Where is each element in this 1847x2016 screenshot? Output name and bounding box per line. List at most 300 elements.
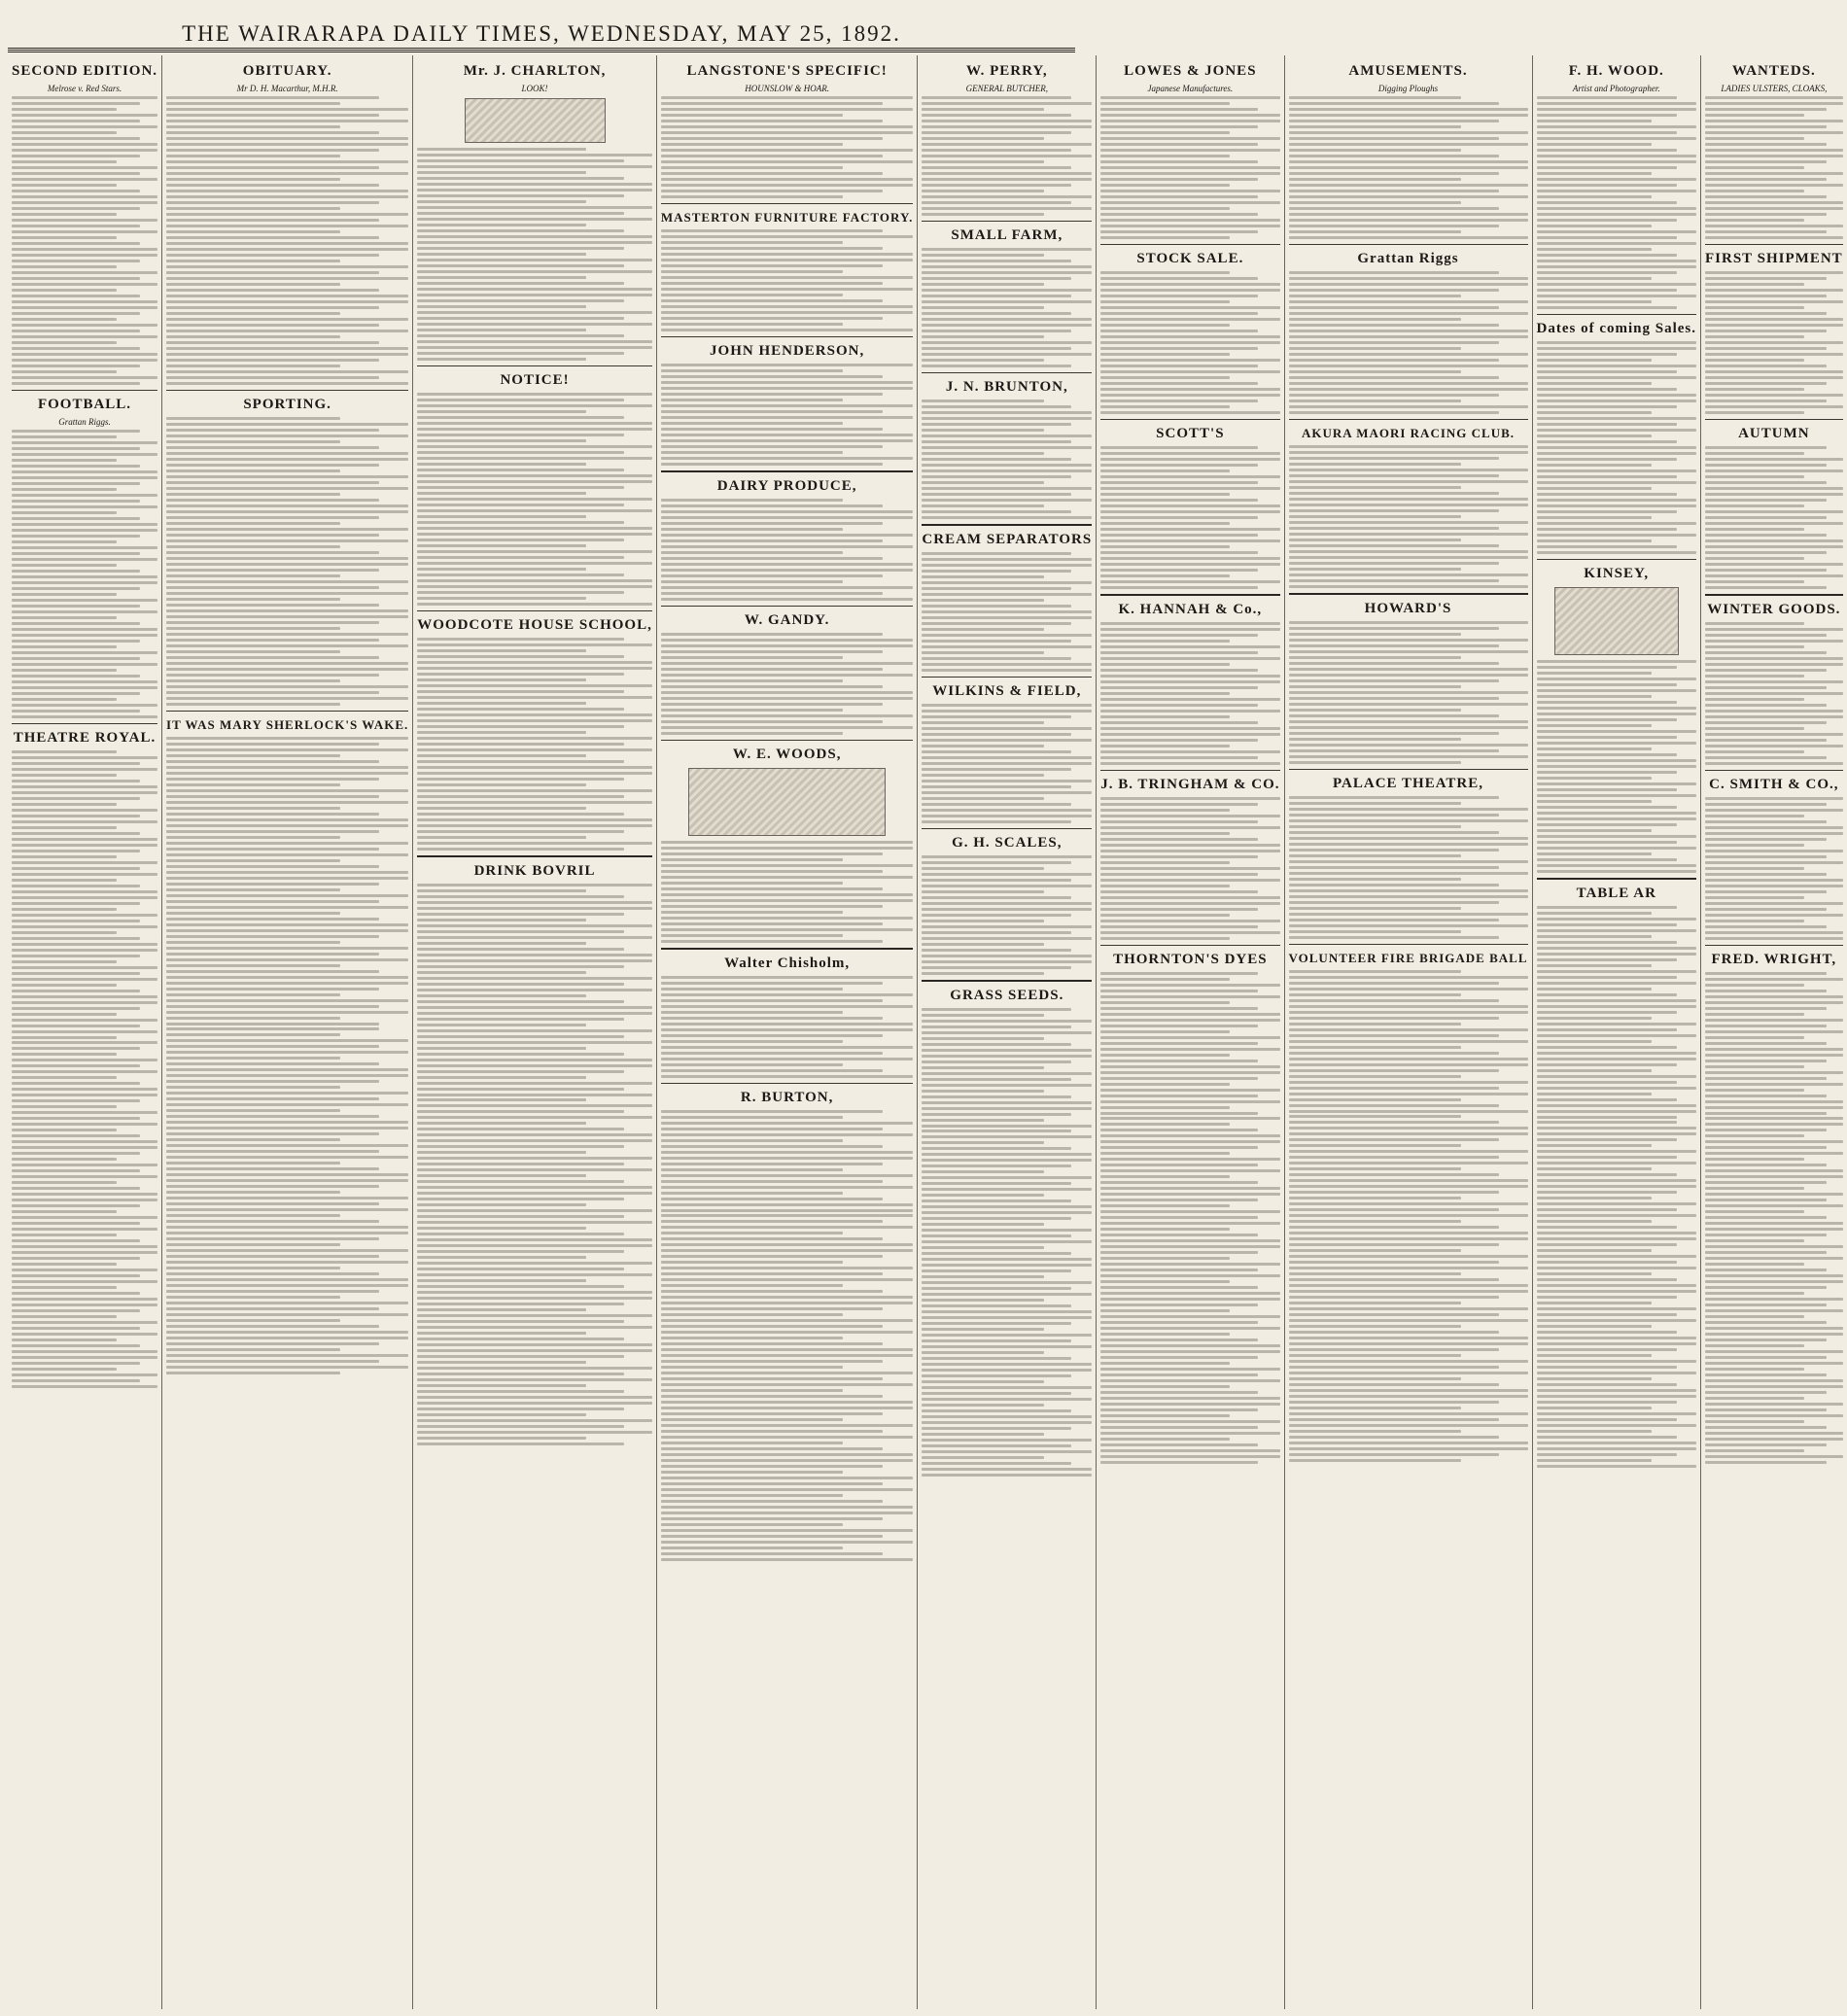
text-line [661,1494,843,1497]
column-8-headline-4: TABLE AR [1576,886,1656,901]
text-line [12,1111,157,1114]
text-line [12,430,140,433]
text-line [417,154,652,156]
text-line [1289,1179,1528,1182]
text-line [1705,1060,1827,1062]
text-line [12,353,157,356]
text-line [1289,1202,1528,1205]
text-line [922,820,1071,823]
text-line [166,1243,340,1246]
section-rule [661,203,914,204]
text-line [12,1123,157,1126]
text-line [417,924,652,927]
text-line [1289,445,1528,448]
text-line [1100,739,1258,742]
text-line [1705,1379,1843,1382]
text-line [661,364,914,366]
text-line [1537,835,1697,838]
text-line [661,882,843,885]
text-line [1705,283,1804,286]
text-line [661,1313,843,1316]
text-line [1537,1284,1697,1287]
text-line [166,1017,340,1020]
text-line [417,288,652,291]
text-line [1289,650,1528,653]
text-line [1537,788,1678,791]
text-line [417,399,624,401]
text-line [1705,1368,1804,1371]
body-text-lines [12,430,157,718]
text-line [1100,475,1279,478]
body-text-lines [417,638,652,851]
text-line [1537,1179,1697,1182]
section-rule [1705,770,1843,771]
text-line [1100,1321,1258,1324]
text-line [166,429,379,432]
text-line [661,1407,914,1409]
text-line [661,434,914,436]
text-line [661,114,843,117]
column-7-headline-5: PALACE THEATRE, [1332,776,1484,791]
text-line [12,172,140,175]
column-9-headline-5: C. SMITH & CO., [1709,777,1839,792]
text-line [922,949,1071,952]
text-line [1537,1058,1697,1060]
text-line [1705,359,1804,362]
text-line [1537,753,1678,756]
text-line [1537,534,1697,537]
text-line [166,737,408,740]
text-line [661,241,843,244]
text-line [417,989,652,991]
text-line [1100,1303,1258,1306]
body-text-lines [661,229,914,331]
text-line [1100,1438,1230,1441]
text-line [922,125,1092,128]
text-line [1537,260,1697,262]
text-line [1289,1226,1499,1229]
text-line [417,1437,586,1440]
text-line [1537,1127,1697,1130]
text-line [922,657,1071,660]
text-line [417,1262,652,1265]
text-line [922,1014,1044,1017]
body-text-lines [1100,271,1279,414]
text-line [1537,736,1678,739]
text-line [1705,1117,1843,1120]
column-3 [413,55,657,2009]
body-text-lines [1100,622,1279,765]
text-line [1289,143,1528,146]
text-line [166,516,379,519]
column-5-headline-7: GRASS SEEDS. [950,988,1064,1003]
text-line [1537,800,1652,803]
text-line [1705,1239,1804,1242]
text-line [1100,108,1258,111]
text-line [12,1158,117,1161]
text-line [1537,1167,1652,1170]
text-line [922,803,1071,806]
text-line [1100,330,1258,332]
text-line [417,1390,624,1393]
text-line [661,847,914,850]
text-line [922,797,1044,800]
text-line [417,1163,624,1165]
text-line [1100,353,1230,356]
text-line [1289,585,1528,588]
text-line [12,213,117,216]
text-line [1537,376,1697,379]
text-line [1289,277,1528,280]
text-line [12,552,140,555]
text-line [922,102,1092,105]
text-line [1100,628,1279,631]
text-line [1100,1054,1230,1057]
section-rule [1289,244,1528,245]
text-line [1537,852,1652,855]
text-line [417,259,652,261]
text-line [1289,574,1528,576]
text-line [922,1345,1092,1348]
text-line [12,750,117,753]
text-line [417,416,624,419]
text-line [12,465,140,468]
text-line [12,628,157,631]
text-line [661,887,883,890]
text-line [417,1326,652,1329]
text-line [1705,464,1827,467]
text-line [922,1182,1071,1185]
text-line [1100,908,1258,911]
text-line [12,1379,140,1382]
text-line [417,1256,586,1259]
text-line [661,1005,914,1008]
text-line [12,774,117,777]
text-line [1100,1025,1258,1027]
text-line [12,943,157,946]
text-line [166,621,379,624]
text-line [922,446,1092,449]
text-line [1100,569,1258,572]
text-line [661,96,914,99]
text-line [166,703,340,706]
text-line [1537,1290,1697,1293]
section-rule [1289,944,1528,945]
text-line [1100,131,1230,134]
text-line [1100,1385,1230,1388]
text-line [12,1350,157,1353]
text-line [1705,1274,1843,1277]
text-line [1100,230,1258,233]
text-line [12,1070,157,1073]
text-line [1100,704,1258,707]
text-line [1100,651,1258,654]
body-text-lines [12,1041,157,1388]
text-line [166,114,379,117]
text-line [922,1334,1092,1337]
text-line [12,715,157,718]
text-line [417,311,652,314]
text-line [661,993,914,996]
text-line [1705,1042,1827,1045]
text-line [1100,370,1279,373]
text-line [166,1372,340,1374]
text-line [1100,698,1279,701]
text-line [1537,1098,1678,1101]
text-line [12,1234,117,1236]
text-line [661,539,883,542]
text-line [661,422,843,425]
text-line [1289,930,1461,933]
body-text-lines [417,1098,652,1445]
text-line [1537,230,1697,233]
column-8-headline-1: F. H. WOOD. [1568,63,1664,79]
column-7-headline-3: AKURA MAORI RACING CLUB. [1302,426,1516,440]
text-line [1705,733,1843,736]
text-line [1705,925,1827,928]
column-6-headline-4: K. HANNAH & Co., [1118,602,1263,617]
text-line [417,1203,586,1206]
text-line [922,248,1092,251]
text-line [1705,516,1827,519]
text-line [1705,120,1843,122]
text-line [922,966,1071,969]
text-line [166,271,379,274]
text-line [417,1349,652,1352]
section-rule [12,390,157,391]
text-line [166,1115,379,1118]
text-line [1537,248,1652,251]
text-line [1289,1331,1499,1334]
text-line [1100,721,1258,724]
text-line [12,920,140,922]
text-line [166,789,408,792]
text-line [166,213,408,216]
text-line [166,674,379,677]
text-line [661,674,914,677]
text-line [12,826,117,829]
text-line [417,1373,624,1375]
text-line [661,598,914,601]
text-line [922,417,1092,420]
text-line [1705,539,1843,542]
text-line [417,778,624,781]
text-line [661,299,883,302]
text-line [1705,1356,1827,1359]
text-line [12,995,157,998]
engraving-illustration [465,98,606,143]
body-text-lines [1705,446,1843,589]
text-line [1100,1123,1230,1126]
text-line [1537,1011,1678,1014]
text-line [417,486,624,489]
text-line [1537,1202,1697,1205]
text-line [1705,1181,1827,1184]
text-line [922,1357,1071,1360]
text-line [1100,669,1258,672]
text-line [661,1163,883,1165]
text-line [417,1145,624,1148]
text-line [1705,1263,1804,1266]
text-line [1289,685,1461,688]
text-line [12,1030,157,1033]
text-line [417,469,624,471]
text-line [1537,510,1678,513]
text-line [661,1465,883,1468]
section-rule [661,740,914,741]
text-line [1289,849,1499,852]
text-line [1100,184,1230,187]
text-line [1537,683,1678,686]
text-line [166,440,340,443]
text-line [1289,1278,1499,1281]
text-line [922,867,1044,870]
text-line [417,504,624,506]
column-4-headline-7: Walter Chisholm, [724,956,851,971]
text-line [12,640,140,643]
text-line [1537,870,1697,873]
text-line [417,1425,624,1428]
text-line [661,1535,883,1538]
text-line [1289,283,1528,286]
text-line [661,1052,883,1055]
text-line [1705,504,1804,507]
text-line [166,859,340,862]
text-line [922,1421,1092,1424]
text-line [166,499,379,502]
text-line [1537,1459,1652,1462]
text-line [922,1188,1092,1191]
text-line [1705,1001,1843,1004]
text-line [417,690,624,693]
text-line [12,1025,140,1027]
text-line [922,1031,1092,1034]
text-line [661,1220,883,1223]
text-line [1705,931,1843,934]
text-line [661,1046,914,1049]
text-line [922,1363,1092,1366]
text-line [1289,1150,1528,1153]
text-line [166,1138,340,1141]
text-line [417,1070,624,1073]
text-line [417,684,652,687]
text-line [1537,1069,1652,1072]
text-line [1289,913,1528,916]
text-line [1289,1453,1499,1456]
section-rule [1100,594,1279,596]
text-line [1289,1302,1461,1304]
text-line [12,242,140,245]
text-line [1100,1344,1279,1347]
text-line [1537,1017,1652,1020]
column-7-headline-4: HOWARD'S [1364,601,1452,616]
text-line [1537,1197,1652,1199]
text-line [1537,446,1697,449]
text-line [661,195,843,198]
column-9-headline-2: FIRST SHIPMENT [1705,251,1843,266]
text-line [1100,365,1258,367]
text-line [922,1404,1044,1407]
text-line [922,324,1092,327]
text-line [1289,1430,1461,1433]
text-line [12,710,140,713]
text-line [661,1028,914,1031]
text-line [166,1080,379,1083]
text-line [1289,668,1528,671]
text-line [417,422,652,425]
text-line [1705,201,1843,204]
text-line [166,230,340,233]
text-line [1705,155,1843,157]
text-line [417,515,586,518]
text-line [166,160,408,163]
text-line [1705,96,1843,99]
text-line [1537,365,1697,367]
text-line [1289,1220,1461,1223]
text-line [1100,207,1230,210]
text-line [1100,1280,1230,1283]
text-line [12,1280,157,1283]
text-line [417,1367,652,1370]
text-line [1705,727,1804,730]
text-line [1537,207,1697,210]
text-line [661,668,883,671]
text-line [166,656,379,659]
text-line [661,726,914,729]
text-line [1705,528,1804,531]
text-line [12,1041,157,1044]
text-line [1705,1193,1843,1196]
text-line [1100,1234,1258,1236]
text-line [1705,890,1827,893]
text-line [417,457,652,460]
text-line [922,1374,1071,1377]
text-line [417,1291,652,1294]
text-line [1537,411,1652,414]
text-line [12,1019,157,1022]
text-line [1100,522,1230,525]
text-line [1100,411,1279,414]
text-line [12,1210,117,1213]
text-line [166,423,408,426]
text-line [1537,1296,1678,1299]
text-line [922,640,1071,643]
text-line [1537,254,1678,257]
text-line [661,463,883,466]
text-line [922,768,1071,771]
text-line [1705,820,1827,823]
text-line [1705,1245,1843,1248]
text-line [1705,1414,1843,1417]
text-line [1537,847,1697,850]
text-line [661,685,883,688]
text-line [661,1186,914,1189]
text-line [1537,935,1652,938]
text-line [1100,1100,1279,1103]
text-line [1289,639,1528,642]
text-line [12,236,117,239]
text-line [922,780,1092,782]
body-text-lines [1100,972,1279,1115]
text-line [1537,102,1697,105]
text-line [1537,400,1697,402]
text-line [1100,359,1279,362]
column-1-subhead-2: Grattan Riggs. [58,417,111,427]
text-line [12,1001,157,1004]
text-line [417,264,624,267]
text-line [1289,1034,1499,1037]
text-line [12,330,140,332]
